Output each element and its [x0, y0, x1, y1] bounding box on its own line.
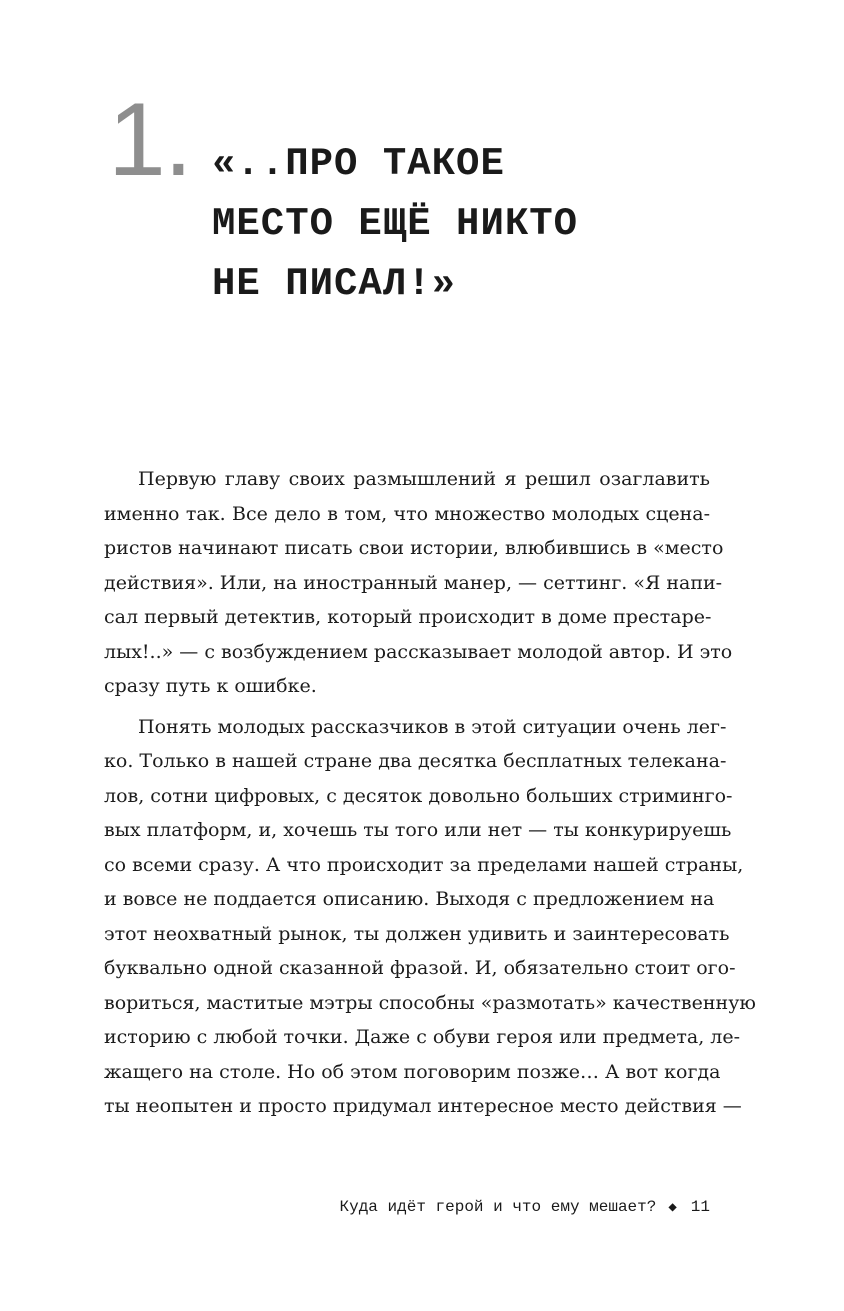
- paragraph: [104, 462, 733, 704]
- chapter-number: 1.: [108, 82, 191, 198]
- paragraph: [104, 710, 756, 1124]
- text-line: ристов начинают писать свои истории, влюбившись в «место: [104, 537, 724, 559]
- text-line: и вовсе не поддается описанию. Выходя с предложением на: [104, 888, 715, 910]
- text-line: ко. Только в нашей стране два десятка бесплатных телекана-: [104, 750, 727, 772]
- text-line: историю с любой точки. Даже с обуви героя или предмета, ле-: [104, 1026, 741, 1048]
- text-line: Понять молодых рассказчиков в этой ситуации очень лег-: [138, 715, 727, 738]
- text-line: лов, сотни цифровых, с десяток довольно больших стриминго-: [104, 784, 733, 807]
- chapter-title-line: НЕ ПИСАЛ!»: [212, 262, 457, 306]
- text-line: лых!..» — с возбуждением рассказывает молодой автор. И это: [104, 640, 733, 663]
- text-line: именно так. Все дело в том, что множество молодых сцена-: [104, 502, 710, 525]
- text-line: жащего на столе. Но об этом поговорим позже… А вот когда: [104, 1060, 721, 1083]
- body-text: [104, 462, 756, 1130]
- text-line: буквально одной сказанной фразой. И, обязательно стоит ого-: [104, 957, 736, 979]
- running-title: Куда идёт герой и что ему мешает?: [339, 1198, 657, 1216]
- page-number: 11: [690, 1198, 710, 1216]
- text-line: вых платформ, и, хочешь ты того или нет — ты конкурируешь: [104, 819, 732, 841]
- text-line: Первую главу своих размышлений я решил озаглавить: [138, 468, 710, 490]
- text-line: действия». Или, на иностранный манер, — сеттинг. «Я напи-: [104, 571, 723, 594]
- text-line: этот неохватный рынок, ты должен удивить и заинтересовать: [104, 922, 730, 945]
- diamond-separator-icon: ◆: [668, 1199, 677, 1216]
- page-footer: [260, 1198, 710, 1216]
- chapter-title: [212, 134, 772, 314]
- text-line: ты неопытен и просто придумал интересное место действия —: [104, 1095, 742, 1117]
- chapter-title-line: МЕСТО ЕЩЁ НИКТО: [212, 202, 579, 246]
- text-line: сал первый детектив, который происходит в доме престаре-: [104, 606, 712, 628]
- text-line: со всеми сразу. А что происходит за пределами нашей страны,: [104, 853, 744, 876]
- text-line: вориться, маститые мэтры способны «размотать» качественную: [104, 991, 756, 1014]
- text-line: сразу путь к ошибке.: [104, 675, 317, 697]
- chapter-title-line: «..ПРО ТАКОЕ: [212, 142, 505, 186]
